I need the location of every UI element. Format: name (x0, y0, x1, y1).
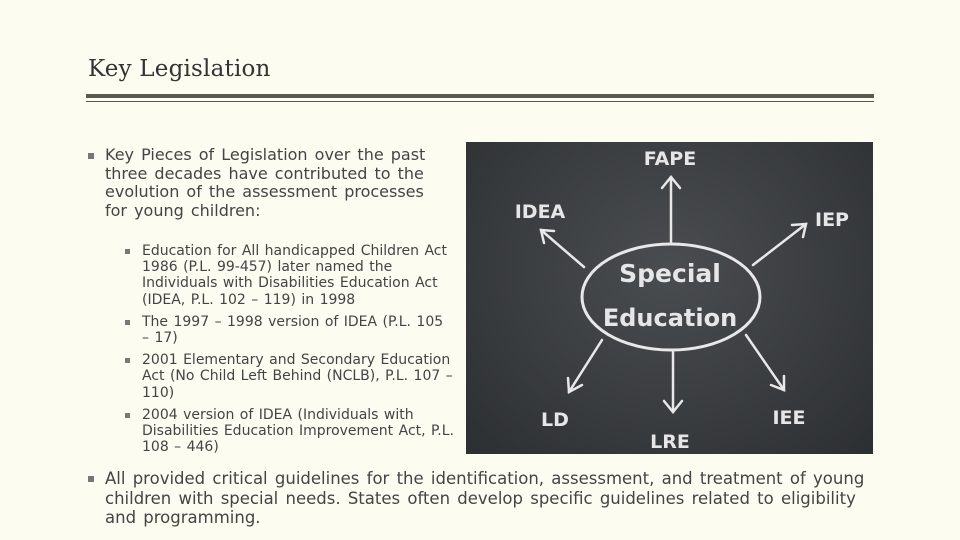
slide-title: Key Legislation (88, 56, 271, 82)
label-iep: IEP (815, 209, 849, 231)
sub-bullet-item (125, 314, 455, 346)
bullet-square-icon (125, 413, 130, 418)
sub-bullet-text: 2004 version of IDEA (Individuals with Disabilities Education Improvement Act, P.L. 108 – 446) (142, 406, 454, 456)
sub-bullet-text: The 1997 – 1998 version of IDEA (P.L. 105 – 17) (142, 313, 444, 347)
title-divider-thick (86, 94, 874, 98)
sub-bullet-item (125, 352, 455, 401)
arrow-iep (753, 224, 806, 265)
label-ld: LD (541, 409, 569, 431)
arrow-idea (541, 230, 584, 267)
bullet-square-icon (125, 249, 130, 254)
title-divider-thin (86, 101, 874, 102)
label-idea: IDEA (514, 201, 566, 223)
center-label-line1: Special (619, 259, 721, 288)
bullet-main-2 (88, 469, 888, 528)
bullet-square-icon (88, 476, 94, 482)
bullet-square-icon (125, 320, 130, 325)
sub-bullet-item (125, 243, 455, 308)
label-fape: FAPE (643, 148, 697, 170)
arrow-ld (569, 340, 602, 392)
bullet-square-icon (125, 358, 130, 363)
label-iee: IEE (772, 407, 806, 429)
center-label-line2: Education (602, 304, 738, 332)
sub-bullet-text: 2001 Elementary and Secondary Education Act (No Child Left Behind (NCLB), P.L. 107 – 110) (142, 352, 453, 401)
sub-bullet-list (125, 243, 455, 461)
bullet-main-1 (88, 146, 433, 220)
bullet-main-1-text: Key Pieces of Legislation over the past three decades have contributed to the evolution of the assessment processes for young children: (105, 145, 426, 220)
label-lre: LRE (650, 431, 690, 453)
chalkboard-image (466, 142, 873, 454)
chalkboard-diagram (466, 142, 873, 454)
sub-bullet-text: Education for All handicapped Children Act 1986 (P.L. 99-457) later named the Individuals with Disabilities Education Act (IDEA, P.L. 102 – 119) in 1998 (142, 243, 447, 308)
bullet-square-icon (88, 153, 94, 159)
sub-bullet-item (125, 407, 455, 456)
bullet-main-2-text: All provided critical guidelines for the identification, assessment, and treatment of young children with special needs. States often develop specific guidelines related to eligibility and programming. (105, 469, 865, 527)
arrow-iee (746, 335, 784, 390)
arrow-ld-head (568, 378, 582, 392)
